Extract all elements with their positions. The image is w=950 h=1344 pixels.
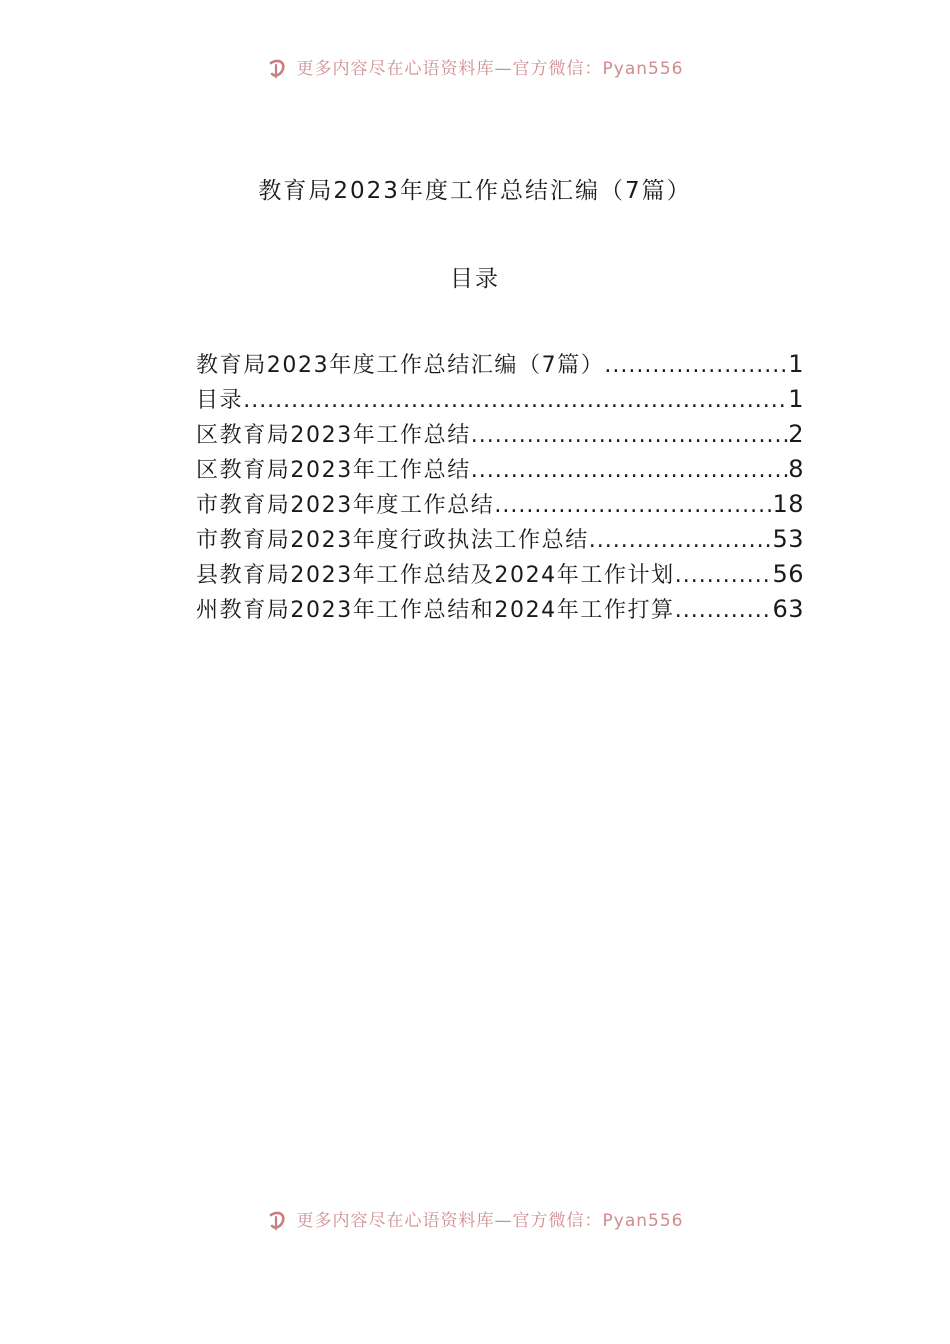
toc-entry[interactable] (196, 383, 804, 418)
toc-entry[interactable] (196, 418, 804, 453)
toc-entry[interactable] (196, 348, 804, 383)
toc-entry-page: 18 (772, 490, 804, 518)
toc-entry[interactable] (196, 593, 804, 628)
header-watermark (0, 56, 950, 86)
toc-dot-leader (604, 353, 788, 378)
toc-entry-page: 2 (788, 420, 804, 448)
toc-dot-leader (471, 423, 788, 448)
toc-entry-page: 1 (788, 385, 804, 413)
toc-entry-page: 1 (788, 350, 804, 378)
toc-entry-label: 州教育局2023年工作总结和2024年工作打算 (196, 598, 675, 623)
toc-entry-page: 63 (772, 595, 804, 623)
toc-dot-leader (675, 598, 773, 623)
toc-entry-label: 市教育局2023年度行政执法工作总结 (196, 528, 589, 553)
toc-entry-page: 8 (788, 455, 804, 483)
brand-logo-icon (267, 57, 291, 81)
toc-entry[interactable] (196, 523, 804, 558)
toc-entry[interactable] (196, 453, 804, 488)
watermark-text: 更多内容尽在心语资料库—官方微信：Pyan556 (296, 1210, 684, 1231)
table-of-contents (196, 348, 804, 628)
toc-dot-leader (589, 528, 773, 553)
toc-entry-page: 56 (772, 560, 804, 588)
watermark-text: 更多内容尽在心语资料库—官方微信：Pyan556 (296, 58, 684, 79)
toc-entry-label: 区教育局2023年工作总结 (196, 423, 471, 448)
toc-dot-leader (675, 563, 773, 588)
toc-dot-leader (471, 458, 788, 483)
document-title: 教育局2023年度工作总结汇编（7篇） (258, 178, 692, 204)
toc-heading: 目录 (450, 266, 500, 292)
brand-logo-icon (267, 1209, 291, 1233)
toc-entry-label: 市教育局2023年度工作总结 (196, 493, 495, 518)
toc-entry[interactable] (196, 488, 804, 523)
toc-dot-leader (243, 388, 788, 413)
toc-entry-label: 县教育局2023年工作总结及2024年工作计划 (196, 563, 675, 588)
toc-entry-label: 教育局2023年度工作总结汇编（7篇） (196, 353, 605, 378)
toc-entry[interactable] (196, 558, 804, 593)
toc-entry-label: 目录 (196, 388, 244, 413)
toc-entry-label: 区教育局2023年工作总结 (196, 458, 471, 483)
toc-dot-leader (494, 493, 772, 518)
toc-entry-page: 53 (772, 525, 804, 553)
footer-watermark (0, 1208, 950, 1238)
